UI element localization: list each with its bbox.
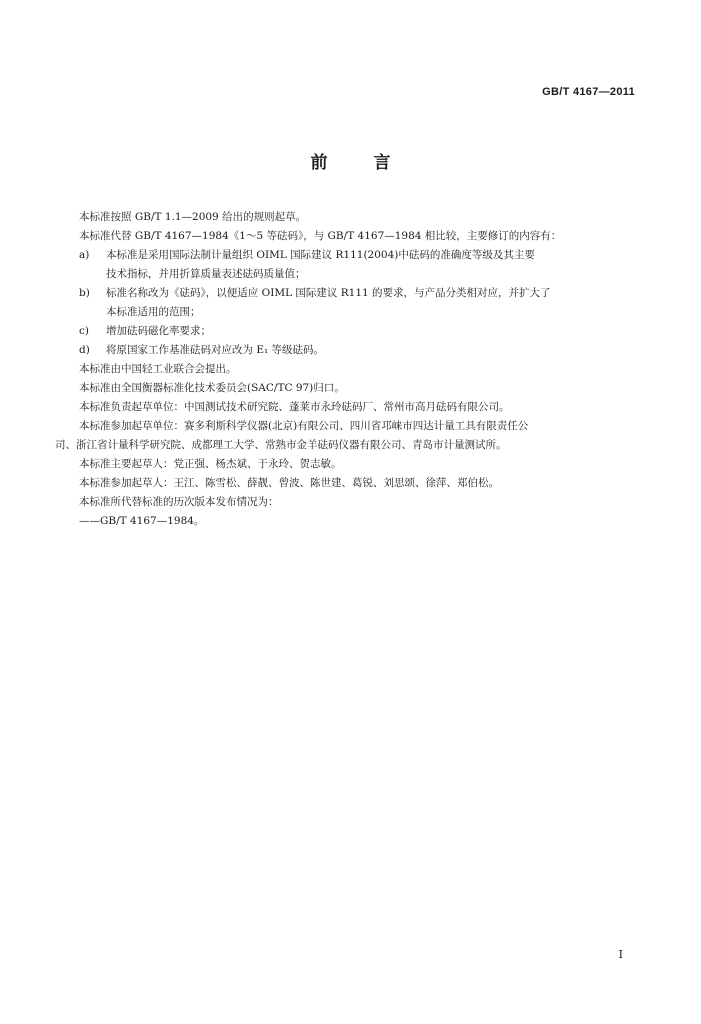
standard-code: GB/T 4167—2011	[542, 86, 635, 98]
list-marker: a)	[79, 249, 90, 261]
list-item-text: 本标准是采用国际法制计量组织 OIML 国际建议 R111(2004)中砝码的准确度等级及其主要	[106, 249, 535, 261]
paragraph-participating-drafters-cont: 司、浙江省计量科学研究院、成都理工大学、常熟市金羊砝码仪器有限公司、青岛市计量测试所。	[55, 439, 507, 451]
paragraph-replaces: 本标准代替 GB/T 4167—1984《1～5 等砝码》，与 GB/T 4167—1984 相比较，主要修订的内容有：	[79, 230, 562, 242]
paragraph-responsible-drafters: 本标准负责起草单位：中国测试技术研究院、蓬莱市永玲砝码厂、常州市高月砝码有限公司。	[79, 401, 510, 413]
list-item-c	[55, 322, 645, 341]
page-title: 前言	[310, 153, 437, 173]
list-item-continuation: 本标准适用的范围；	[106, 306, 201, 318]
paragraph-drafting-rules: 本标准按照 GB/T 1.1—2009 给出的规则起草。	[79, 211, 307, 223]
paragraph-main-drafters: 本标准主要起草人：党正强、杨杰斌、于永玲、贺志敏。	[79, 458, 342, 470]
paragraph-participating-persons: 本标准参加起草人：王江、陈雪松、薛靓、曾波、陈世建、葛锐、刘思颂、徐萍、郑伯松。	[79, 477, 499, 489]
paragraph-previous-editions: 本标准所代替标准的历次版本发布情况为：	[79, 496, 279, 508]
page-number: I	[618, 948, 623, 961]
list-marker: c)	[79, 325, 89, 337]
list-item-continuation: 技术指标，并用折算质量表述砝码质量值；	[106, 268, 306, 280]
list-item-a	[55, 246, 645, 265]
paragraph-proposed-by: 本标准由中国轻工业联合会提出。	[79, 363, 237, 375]
list-item-text: 标准名称改为《砝码》，以便适应 OIML 国际建议 R111 的要求，与产品分类相对应，并扩大了	[106, 287, 551, 299]
paragraph-previous-edition-item: ——GB/T 4167—1984。	[79, 515, 205, 527]
list-item-text: 将原国家工作基准砝码对应改为 E₁ 等级砝码。	[106, 344, 325, 356]
list-item-b	[55, 284, 645, 303]
foreword-body	[55, 208, 645, 531]
list-marker: d)	[79, 344, 90, 356]
paragraph-under-jurisdiction: 本标准由全国衡器标准化技术委员会(SAC/TC 97)归口。	[79, 382, 345, 394]
list-item-d	[55, 341, 645, 360]
list-marker: b)	[79, 287, 90, 299]
list-item-text: 增加砝码磁化率要求；	[106, 325, 211, 337]
paragraph-participating-drafters: 本标准参加起草单位：赛多利斯科学仪器(北京)有限公司、四川省邛崃市四达计量工具有限责任公	[79, 420, 529, 432]
